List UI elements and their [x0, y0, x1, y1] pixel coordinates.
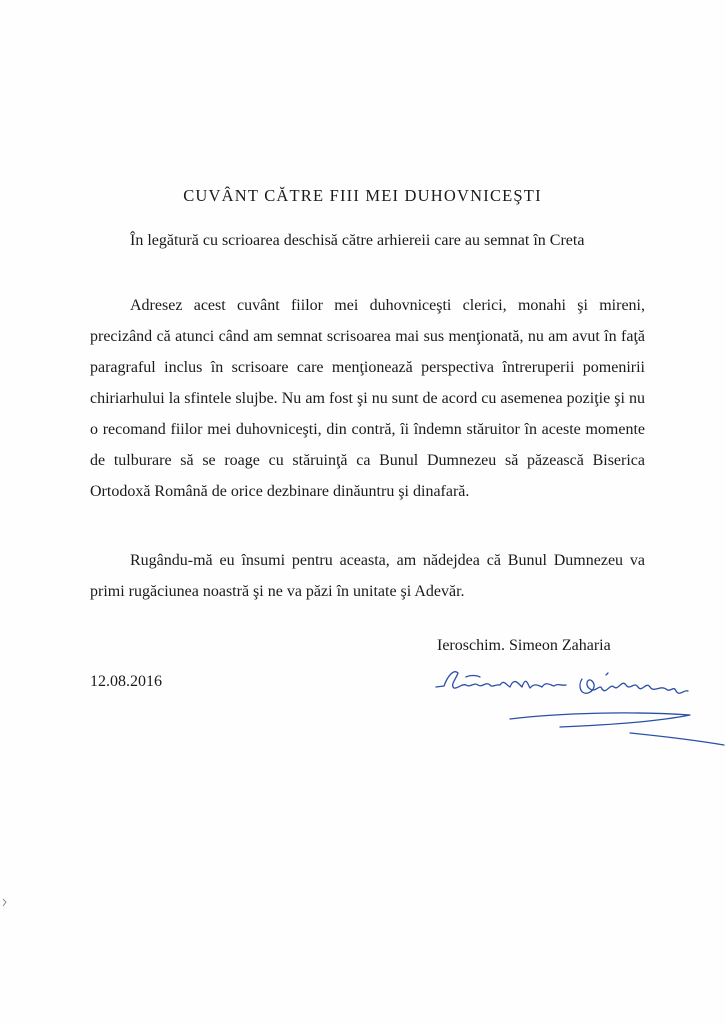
body-paragraph-container — [90, 290, 645, 507]
closing-paragraph: Rugându-mă eu însumi pentru aceasta, am nădejdea că Bunul Dumnezeu va primi rugăciunea noastră şi ne va păzi în unitate şi Adevăr. — [90, 552, 645, 600]
signer-name: Ieroschim. Simeon Zaharia — [437, 637, 611, 654]
document-title: CUVÂNT CĂTRE FIII MEI DUHOVNICEŞTI — [183, 186, 542, 205]
closing-paragraph-container — [90, 545, 645, 607]
document-subtitle: În legătură cu scrioarea deschisă către arhiereii care au semnat în Creta — [130, 232, 585, 249]
handwritten-signature — [430, 655, 725, 755]
document-date: 12.08.2016 — [90, 673, 162, 690]
margin-mark — [2, 898, 7, 907]
body-paragraph: Adresez acest cuvânt fiilor mei duhovniceşti clerici, monahi şi mireni, precizând că atunci când am semnat scrisoarea mai sus menţionată, nu am avut în faţă paragraful inclus în scrisoare care menţionează perspectiva întreruperii pomenirii chiriarhului la sfintele slujbe. Nu am fost şi nu sunt de acord cu asemenea poziţie şi nu o recomand fiilor mei duhovniceşti, din contră, îi îndemn stăruitor în aceste momente de tulburare să se roage cu stăruinţă ca Bunul Dumnezeu să păzească Biserica Ortodoxă Română de orice dezbinare dinăuntru şi dinafară. — [90, 297, 645, 500]
